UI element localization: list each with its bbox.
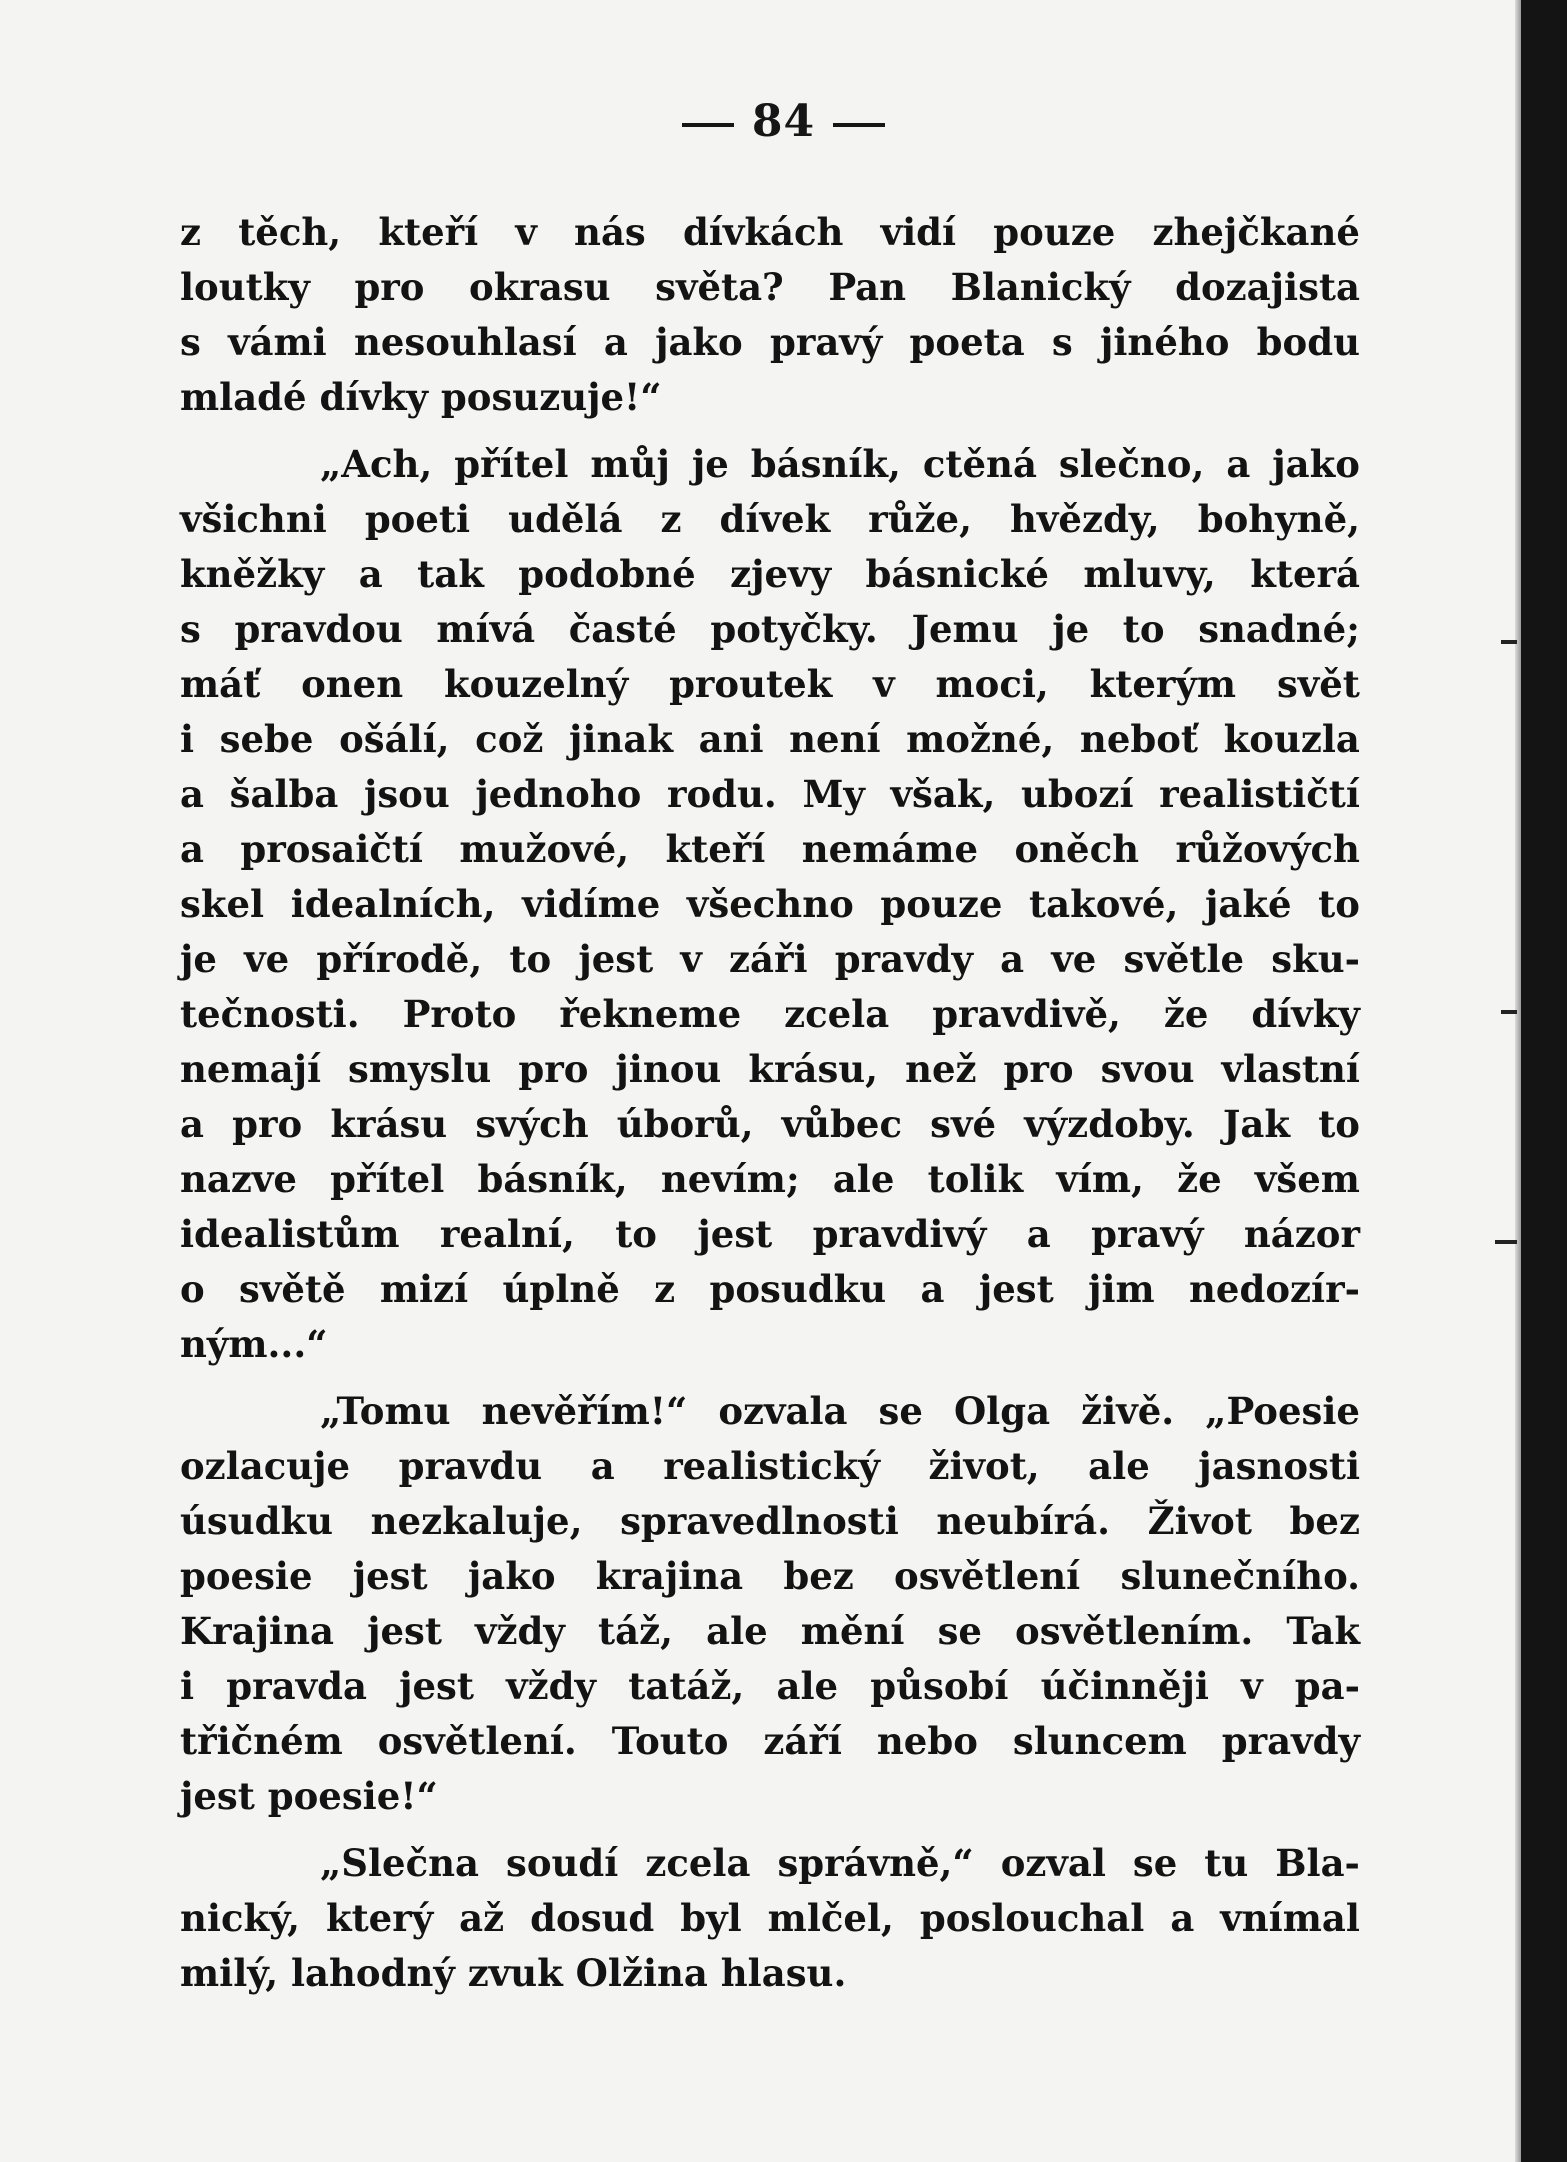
text-line: Krajina jest vždy táž, ale mění se osvětlením. Tak	[180, 1609, 1360, 1653]
paragraph	[180, 437, 1360, 1372]
text-line: i pravda jest vždy tatáž, ale působí účinněji v pa-	[180, 1664, 1360, 1708]
paragraph	[180, 1384, 1360, 1824]
text-line: s vámi nesouhlasí a jako pravý poeta s jiného bodu	[180, 320, 1360, 364]
text-line: třičném osvětlení. Touto září nebo sluncem pravdy	[180, 1719, 1360, 1763]
dash-right	[833, 123, 885, 127]
text-line: loutky pro okrasu světa? Pan Blanický dozajista	[180, 265, 1360, 309]
text-line: jest poesie!“	[180, 1774, 438, 1818]
text-line: s pravdou mívá časté potyčky. Jemu je to snadné;	[180, 607, 1360, 651]
text-line: ným...“	[180, 1322, 328, 1366]
paragraph	[180, 1836, 1360, 2001]
paragraph-gap	[180, 1824, 1360, 1836]
text-line: a prosaičtí mužové, kteří nemáme oněch růžových	[180, 827, 1360, 871]
binding-edge	[1521, 0, 1567, 2162]
text-line: všichni poeti udělá z dívek růže, hvězdy, bohyně,	[180, 497, 1360, 541]
text-line: kněžky a tak podobné zjevy básnické mluvy, která	[180, 552, 1360, 596]
paragraph-gap	[180, 1372, 1360, 1384]
text-line: nický, který až dosud byl mlčel, poslouchal a vnímal	[180, 1896, 1360, 1940]
text-line: o světě mizí úplně z posudku a jest jim nedozír-	[180, 1267, 1360, 1311]
text-line: i sebe ošálí, což jinak ani není možné, neboť kouzla	[180, 717, 1360, 761]
text-line: ozlacuje pravdu a realistický život, ale jasnosti	[180, 1444, 1360, 1488]
text-line: „Slečna soudí zcela správně,“ ozval se tu Bla-	[320, 1841, 1360, 1885]
text-line: mladé dívky posuzuje!“	[180, 375, 662, 419]
text-line: je ve přírodě, to jest v záři pravdy a ve světle sku-	[180, 937, 1360, 981]
text-line: „Ach, přítel můj je básník, ctěná slečno, a jako	[320, 442, 1360, 486]
body-text	[180, 205, 1360, 2001]
text-line: úsudku nezkaluje, spravedlnosti neubírá. Život bez	[180, 1499, 1360, 1543]
page-number-value: 84	[751, 96, 816, 147]
edge-mark	[1501, 1010, 1517, 1014]
text-line: z těch, kteří v nás dívkách vidí pouze zhejčkané	[180, 210, 1360, 254]
text-line: máť onen kouzelný proutek v moci, kterým svět	[180, 662, 1360, 706]
text-line: „Tomu nevěřím!“ ozvala se Olga živě. „Poesie	[320, 1389, 1360, 1433]
paragraph	[180, 205, 1360, 425]
text-line: idealistům realní, to jest pravdivý a pravý názor	[180, 1212, 1360, 1256]
dash-left	[682, 123, 734, 127]
text-line: nazve přítel básník, nevím; ale tolik vím, že všem	[180, 1157, 1360, 1201]
text-line: a pro krásu svých úborů, vůbec své výzdoby. Jak to	[180, 1102, 1360, 1146]
text-line: skel idealních, vidíme všechno pouze takové, jaké to	[180, 882, 1360, 926]
page-number	[0, 96, 1567, 147]
edge-mark	[1501, 640, 1517, 644]
text-line: milý, lahodný zvuk Olžina hlasu.	[180, 1951, 847, 1995]
text-line: tečnosti. Proto řekneme zcela pravdivě, že dívky	[180, 992, 1360, 1036]
text-line: a šalba jsou jednoho rodu. My však, ubozí realističtí	[180, 772, 1360, 816]
edge-mark	[1495, 1240, 1517, 1244]
paragraph-gap	[180, 425, 1360, 437]
text-line: nemají smyslu pro jinou krásu, než pro svou vlastní	[180, 1047, 1360, 1091]
text-line: poesie jest jako krajina bez osvětlení slunečního.	[180, 1554, 1360, 1598]
